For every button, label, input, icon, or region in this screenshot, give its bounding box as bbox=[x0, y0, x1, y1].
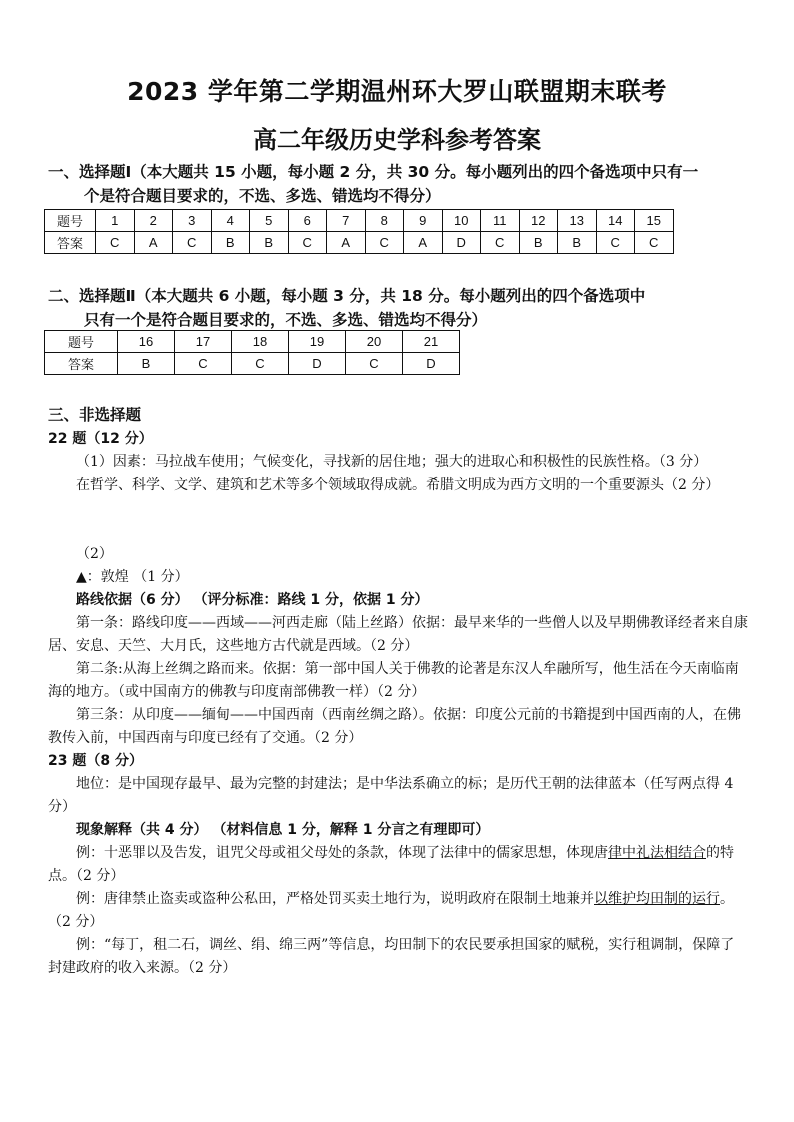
q22-route-2: 第二条:从海上丝绸之路而来。依据：第一部中国人关于佛教的论著是东汉人牟融所写，他生活在今天南临南海的地方。（或中国南方的佛教与印度南部佛教一样）（2 分） bbox=[48, 661, 739, 700]
question-cell: 17 bbox=[175, 331, 232, 353]
q22-criteria: 路线依据（6 分） （评分标准：路线 1 分，依据 1 分） bbox=[76, 592, 429, 608]
answer-cell: A bbox=[134, 232, 173, 254]
q22-paragraph: ▲：敦煌 （1 分） bbox=[76, 569, 189, 585]
answer-cell: B bbox=[519, 232, 558, 254]
answer-cell: D bbox=[289, 353, 346, 375]
text-span: 的特点。（2 分） bbox=[48, 845, 734, 884]
q23-paragraph: 地位：是中国现存最早、最为完整的封建法；是中华法系确立的标；是历代王朝的法律蓝本（任写两点得 4 分） bbox=[48, 776, 734, 815]
answer-cell: C bbox=[288, 232, 327, 254]
answer-cell: C bbox=[346, 353, 403, 375]
question-cell: 12 bbox=[519, 210, 558, 232]
row-label-answer: 答案 bbox=[45, 232, 96, 254]
question-cell: 20 bbox=[346, 331, 403, 353]
question-cell: 15 bbox=[635, 210, 674, 232]
underlined-text: 律中礼法相结合 bbox=[608, 845, 706, 861]
answer-cell: B bbox=[558, 232, 597, 254]
section1-answer-table bbox=[44, 209, 674, 254]
answer-cell: C bbox=[365, 232, 404, 254]
question-cell: 10 bbox=[442, 210, 481, 232]
q22-route-1: 第一条：路线印度——西域——河西走廊（陆上丝路）依据：最早来华的一些僧人以及早期佛教译经者来自康居、安息、天竺、大月氏，这些地方古代就是西域。（2 分） bbox=[48, 615, 748, 654]
question-cell: 6 bbox=[288, 210, 327, 232]
question-cell: 7 bbox=[327, 210, 366, 232]
spacer bbox=[48, 497, 748, 543]
section1-heading-line2: 个是符合题目要求的，不选、多选、错选均不得分） bbox=[84, 187, 441, 205]
section1-heading bbox=[48, 160, 748, 208]
document-title: 2023 学年第二学期温州环大罗山联盟期末联考 bbox=[127, 77, 667, 106]
text-span: 。（2 分） bbox=[48, 891, 734, 930]
section1-heading-line1: 一、选择题Ⅰ（本大题共 15 小题，每小题 2 分，共 30 分。每小题列出的四个备选项中只有一 bbox=[48, 163, 699, 181]
answer-cell: B bbox=[250, 232, 289, 254]
question-cell: 18 bbox=[232, 331, 289, 353]
question-cell: 9 bbox=[404, 210, 443, 232]
document-subtitle: 高二年级历史学科参考答案 bbox=[253, 125, 541, 154]
row-label-question: 题号 bbox=[45, 210, 96, 232]
section2-heading-line2: 只有一个是符合题目要求的，不选、多选、错选均不得分） bbox=[84, 311, 488, 329]
question-cell: 21 bbox=[403, 331, 460, 353]
question-cell: 16 bbox=[118, 331, 175, 353]
q22-paragraph: 在哲学、科学、文学、建筑和艺术等多个领域取得成就。希腊文明成为西方文明的一个重要源头（2 分） bbox=[76, 477, 720, 493]
question-cell: 4 bbox=[211, 210, 250, 232]
text-span: 例：十恶罪以及告发，诅咒父母或祖父母处的条款，体现了法律中的儒家思想，体现唐 bbox=[76, 845, 608, 861]
question-cell: 5 bbox=[250, 210, 289, 232]
q23-criteria: 现象解释（共 4 分） （材料信息 1 分，解释 1 分言之有理即可） bbox=[76, 822, 490, 838]
answer-cell: C bbox=[175, 353, 232, 375]
q23-example-1 bbox=[48, 842, 748, 888]
question-cell: 8 bbox=[365, 210, 404, 232]
question-cell: 14 bbox=[596, 210, 635, 232]
answer-cell: C bbox=[635, 232, 674, 254]
answer-cell: B bbox=[211, 232, 250, 254]
text-span: 例：唐律禁止盗卖或盗种公私田，严格处罚买卖土地行为，说明政府在限制土地兼并 bbox=[76, 891, 594, 907]
answer-cell: C bbox=[596, 232, 635, 254]
answer-cell: C bbox=[173, 232, 212, 254]
section2-answer-table bbox=[44, 330, 460, 375]
q23-title: 23 题（8 分） bbox=[48, 753, 143, 769]
table-row-questions bbox=[45, 210, 674, 232]
q22-paragraph: （2） bbox=[76, 546, 113, 562]
table-row-questions bbox=[45, 331, 460, 353]
q23-example-3: 例：“每丁，租二石，调丝、绢、绵三两”等信息，均田制下的农民要承担国家的赋税，实行租调制，保障了封建政府的收入来源。（2 分） bbox=[48, 937, 735, 976]
answer-cell: D bbox=[403, 353, 460, 375]
answer-cell: C bbox=[96, 232, 135, 254]
q23-example-2 bbox=[48, 888, 748, 934]
answer-cell: A bbox=[404, 232, 443, 254]
answer-cell: C bbox=[232, 353, 289, 375]
q22-route-3: 第三条：从印度——缅甸——中国西南（西南丝绸之路）。依据：印度公元前的书籍提到中国西南的人，在佛教传入前，中国西南与印度已经有了交通。（2 分） bbox=[48, 707, 741, 746]
section2-heading bbox=[48, 284, 748, 332]
section3-body bbox=[48, 428, 748, 980]
section3-heading: 三、非选择题 bbox=[48, 406, 142, 424]
question-cell: 19 bbox=[289, 331, 346, 353]
q22-title: 22 题（12 分） bbox=[48, 431, 153, 447]
question-cell: 11 bbox=[481, 210, 520, 232]
answer-cell: A bbox=[327, 232, 366, 254]
question-cell: 2 bbox=[134, 210, 173, 232]
q22-paragraph: （1）因素：马拉战车使用；气候变化，寻找新的居住地；强大的进取心和积极性的民族性格。（3 分） bbox=[76, 454, 708, 470]
answer-cell: D bbox=[442, 232, 481, 254]
question-cell: 3 bbox=[173, 210, 212, 232]
underlined-text: 以维护均田制的运行 bbox=[594, 891, 720, 907]
question-cell: 1 bbox=[96, 210, 135, 232]
section2-heading-line1: 二、选择题Ⅱ（本大题共 6 小题，每小题 3 分，共 18 分。每小题列出的四个备选项中 bbox=[48, 287, 646, 305]
row-label-question: 题号 bbox=[45, 331, 118, 353]
table-row-answers bbox=[45, 232, 674, 254]
table-row-answers bbox=[45, 353, 460, 375]
answer-cell: B bbox=[118, 353, 175, 375]
answer-cell: C bbox=[481, 232, 520, 254]
row-label-answer: 答案 bbox=[45, 353, 118, 375]
question-cell: 13 bbox=[558, 210, 597, 232]
